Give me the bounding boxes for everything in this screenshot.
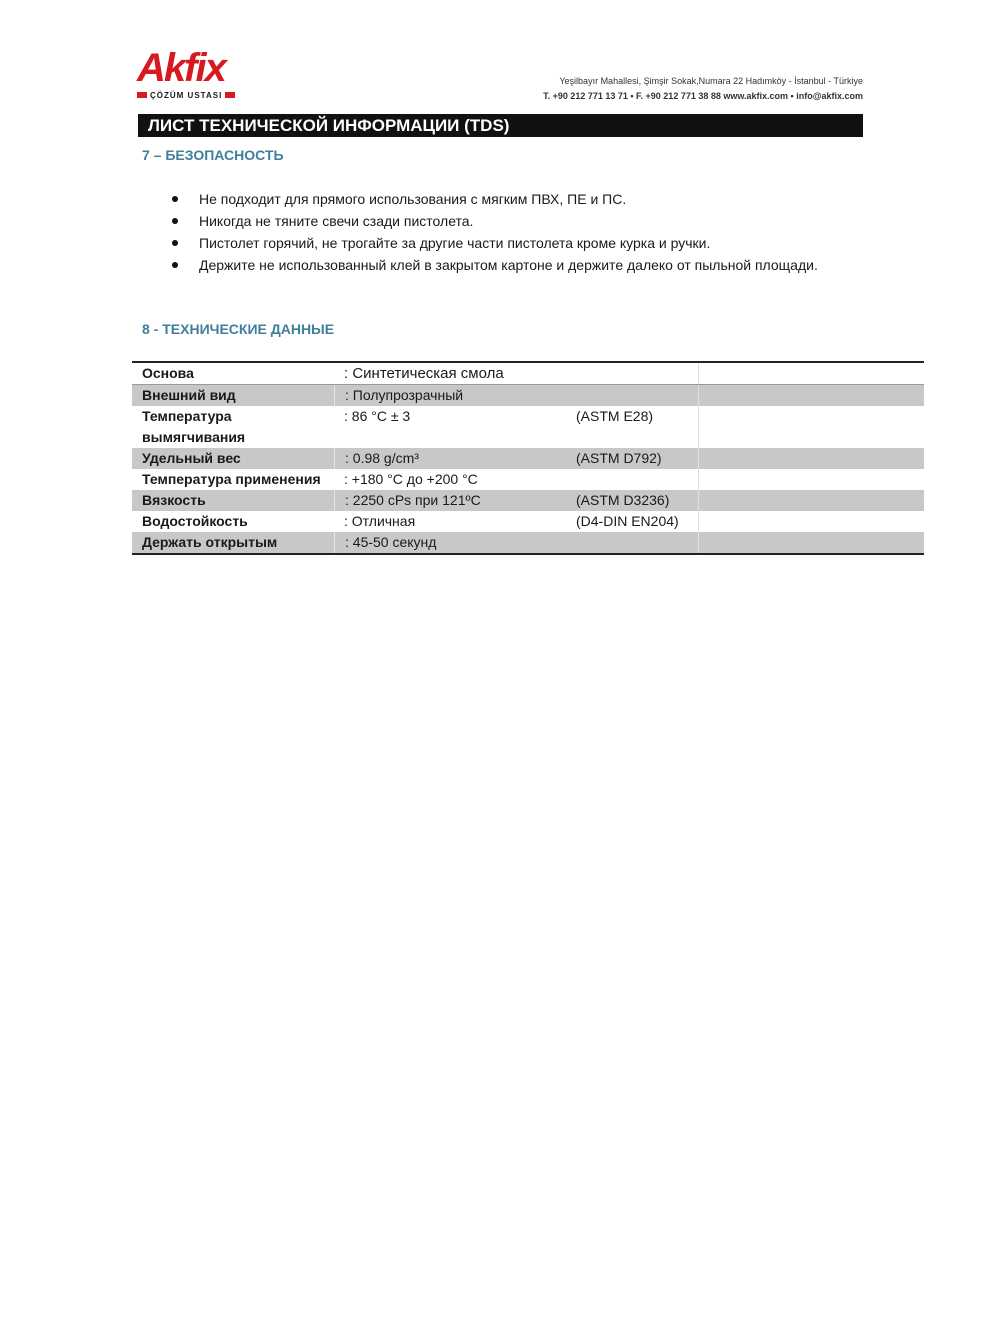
list-item: Держите не использованный клей в закрытом картоне и держите далеко от пыльной площади. [170,254,871,276]
row-standard [566,363,698,384]
table-row [132,448,924,469]
table-row [132,469,924,490]
row-value: : +180 °C до +200 °C [344,471,478,487]
row-label: Удельный вес [142,450,241,466]
row-standard: (ASTM D792) [576,450,662,466]
akfix-logo [137,46,247,106]
list-item: Никогда не тяните свечи сзади пистолета. [170,210,871,232]
table-row [132,363,924,385]
tech-data-heading: 8 - ТЕХНИЧЕСКИЕ ДАННЫЕ [142,321,335,337]
logo-tagline [137,90,241,100]
tech-data-table [132,361,924,555]
row-label: Держать открытым [142,534,278,550]
document-title: ЛИСТ ТЕХНИЧЕСКОЙ ИНФОРМАЦИИ (TDS) [138,114,863,137]
row-standard [566,532,698,553]
row-value: : 45-50 секунд [334,532,566,553]
list-item: Не подходит для прямого использования с мягким ПВХ, ПЕ и ПС. [170,188,871,210]
row-standard: (ASTM E28) [576,408,654,424]
row-standard: (ASTM D3236) [576,492,670,508]
row-standard [566,469,698,490]
list-item: Пистолет горячий, не трогайте за другие части пистолета кроме курка и ручки. [170,232,871,254]
table-row [132,532,924,553]
row-value: : Отличная [344,513,416,529]
logo-tagline-text: ÇÖZÜM USTASI [150,90,223,100]
row-value: : 2250 cPs при 121ºC [334,490,566,511]
company-phones: T. +90 212 771 13 71 • F. +90 212 771 38 88 www.akfix.com • info@akfix.com [543,91,863,101]
row-value: : Полупрозрачный [334,385,566,406]
row-label: Вязкость [142,492,206,508]
row-value: : 86 °C ± 3 [344,408,411,424]
row-standard: (D4-DIN EN204) [576,513,679,529]
logo-wordmark: Akfix [137,46,225,90]
table-row [132,406,924,448]
row-label: Температура вымягчивания [142,408,246,445]
row-label: Внешний вид [142,387,236,403]
logo-bar-right [225,92,235,98]
table-row [132,385,924,406]
safety-list [170,188,871,276]
row-label: Водостойкость [142,513,248,529]
row-value: : 0.98 g/cm³ [334,448,566,469]
company-contact [543,74,863,104]
row-label: Температура применения [142,471,321,487]
company-address: Yeşilbayır Mahallesi, Şimşir Sokak,Numara 22 Hadımköy - İstanbul - Türkiye [559,76,863,86]
row-value: : Синтетическая смола [344,365,504,382]
table-row [132,490,924,511]
row-label: Основа [142,365,194,381]
safety-heading: 7 – БЕЗОПАСНОСТЬ [142,147,284,163]
table-row [132,511,924,532]
logo-bar-left [137,92,147,98]
row-standard [566,385,698,406]
